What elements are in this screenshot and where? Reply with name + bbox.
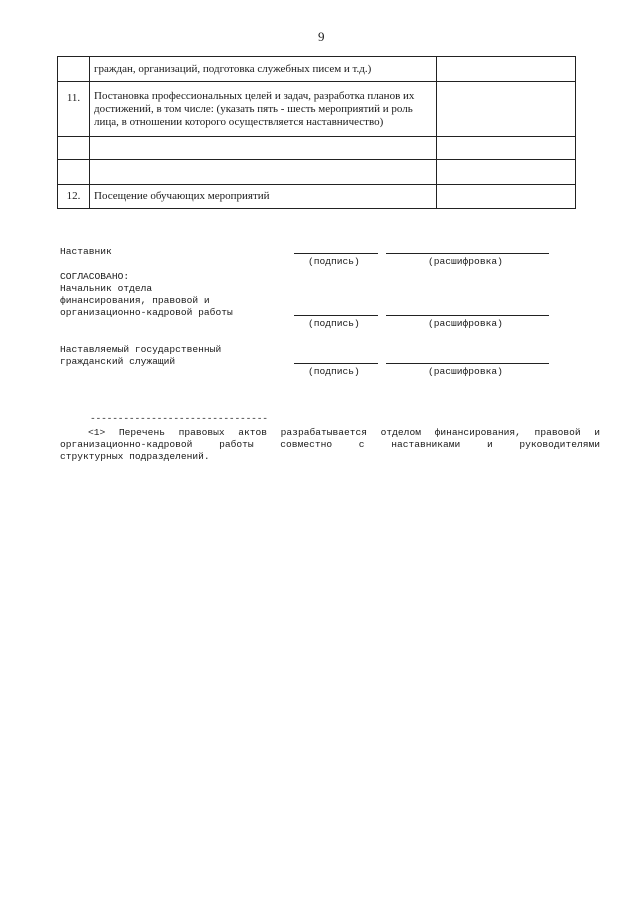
table-row (58, 82, 576, 137)
result-cell (437, 82, 576, 137)
head-label-line: Начальник отдела (60, 283, 153, 294)
footnote-line: <1> Перечень правовых актов разрабатывается отделом финансирования, правовой и (88, 427, 600, 438)
mentor-signature-line (294, 253, 378, 254)
task-cell: граждан, организаций, подготовка служебных писем и т.д.) (90, 57, 437, 82)
mentor-decoding-line (386, 253, 549, 254)
mentor-label: Наставник (60, 246, 112, 257)
mentoring-plan-table (57, 56, 576, 209)
result-cell (437, 137, 576, 160)
row-number-cell (58, 160, 90, 185)
decoding-caption: (расшифровка) (428, 366, 503, 377)
signature-caption: (подпись) (308, 256, 360, 267)
task-cell (90, 137, 437, 160)
row-number-cell: 11. (58, 82, 90, 137)
row-number-cell (58, 57, 90, 82)
decoding-caption: (расшифровка) (428, 318, 503, 329)
table-row (58, 185, 576, 209)
head-decoding-line (386, 315, 549, 316)
result-cell (437, 57, 576, 82)
signature-caption: (подпись) (308, 318, 360, 329)
mentee-label-line: гражданский служащий (60, 356, 176, 367)
row-number-cell (58, 137, 90, 160)
table-row (58, 137, 576, 160)
footnote-line: организационно-кадровой работы совместно с наставниками и руководителями (60, 439, 600, 450)
row-number-cell: 12. (58, 185, 90, 209)
footnote-line: структурных подразделений. (60, 451, 210, 462)
table-row (58, 57, 576, 82)
page-number: 9 (318, 29, 325, 44)
decoding-caption: (расшифровка) (428, 256, 503, 267)
mentee-decoding-line (386, 363, 549, 364)
result-cell (437, 185, 576, 209)
head-signature-line (294, 315, 378, 316)
signature-caption: (подпись) (308, 366, 360, 377)
head-label-line: организационно-кадровой работы (60, 307, 233, 318)
mentee-label-line: Наставляемый государственный (60, 344, 222, 355)
footnote (60, 427, 600, 463)
head-label-line: финансирования, правовой и (60, 295, 210, 306)
table-row (58, 160, 576, 185)
footnote-separator: -------------------------------- (90, 413, 268, 424)
agreed-label: СОГЛАСОВАНО: (60, 271, 130, 282)
mentee-signature-line (294, 363, 378, 364)
task-cell: Посещение обучающих мероприятий (90, 185, 437, 209)
task-cell (90, 160, 437, 185)
task-cell: Постановка профессиональных целей и задач, разработка планов их достижений, в том числе: (указать пять - шесть мероприятий и роль лица, в отношении которого осуществляется наставничество) (90, 82, 437, 137)
result-cell (437, 160, 576, 185)
